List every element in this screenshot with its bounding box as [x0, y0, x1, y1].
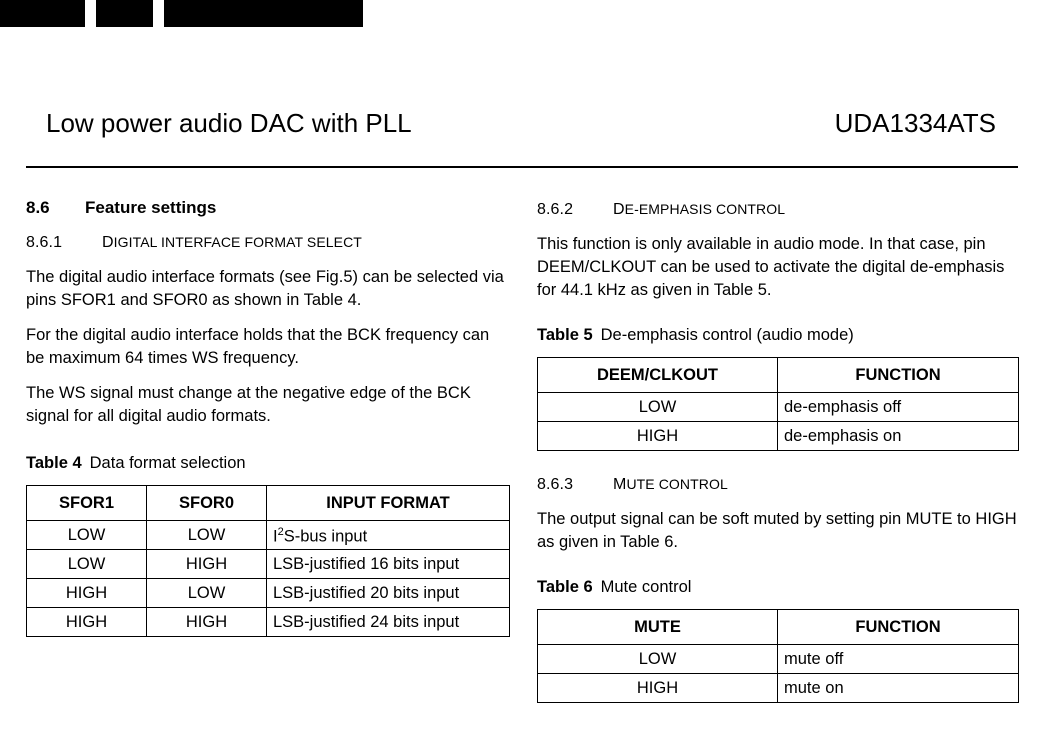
- table-row: [538, 674, 1019, 703]
- paragraph: The output signal can be soft muted by setting pin MUTE to HIGH as given in Table 6.: [537, 510, 1017, 551]
- subsection-heading: [537, 198, 1019, 221]
- column-header: FUNCTION: [778, 358, 1019, 393]
- table-label: Table 5: [537, 326, 593, 344]
- subsection-title-rest: UTE CONTROL: [626, 476, 728, 492]
- table-row: [538, 645, 1019, 674]
- left-column: [26, 196, 510, 637]
- data-format-table: [26, 485, 510, 637]
- subsection-title-initial: M: [613, 476, 627, 493]
- table-cell: LSB-justified 24 bits input: [267, 608, 510, 637]
- format-rest: S-bus input: [283, 527, 368, 546]
- table-cell: [267, 521, 510, 550]
- paragraph: The digital audio interface formats (see Fig.5) can be selected via pins SFOR1 and SFOR0 as shown in Table 4.: [26, 268, 504, 309]
- table-cell: mute on: [778, 674, 1019, 703]
- document-title: Low power audio DAC with PLL: [46, 108, 412, 138]
- table-label: Table 4: [26, 454, 82, 472]
- table-cell: HIGH: [147, 550, 267, 579]
- column-header: INPUT FORMAT: [267, 486, 510, 521]
- table-cell: HIGH: [538, 422, 778, 451]
- table-caption-text: De-emphasis control (audio mode): [600, 326, 854, 344]
- table-cell: LOW: [538, 645, 778, 674]
- column-header: DEEM/CLKOUT: [538, 358, 778, 393]
- section-number: 8.6: [26, 198, 50, 217]
- table-header-row: [538, 610, 1019, 645]
- column-header: SFOR1: [27, 486, 147, 521]
- table-header-row: [27, 486, 510, 521]
- table-cell: mute off: [778, 645, 1019, 674]
- subsection-number: 8.6.3: [537, 476, 574, 493]
- part-number: UDA1334ATS: [834, 108, 996, 138]
- subsection-title-initial: D: [102, 234, 114, 251]
- de-emphasis-table: [537, 357, 1019, 451]
- subsection-heading: [537, 473, 1019, 496]
- table-cell: HIGH: [27, 579, 147, 608]
- table-row: [27, 521, 510, 550]
- column-header: MUTE: [538, 610, 778, 645]
- table-cell: de-emphasis on: [778, 422, 1019, 451]
- table-cell: de-emphasis off: [778, 393, 1019, 422]
- paragraph: This function is only available in audio mode. In that case, pin DEEM/CLKOUT can be used to activate the digital de-emphasis for 44.1 kHz as given in Table 5.: [537, 235, 1005, 299]
- table-row: [27, 608, 510, 637]
- subsection-title-initial: D: [613, 201, 625, 218]
- column-header: FUNCTION: [778, 610, 1019, 645]
- table-cell: LOW: [27, 550, 147, 579]
- subsection-title-rest: E-EMPHASIS CONTROL: [624, 201, 786, 217]
- table-label: Table 6: [537, 578, 593, 596]
- table-row: [538, 422, 1019, 451]
- right-column: [537, 198, 1019, 703]
- table-caption: [537, 576, 1019, 599]
- paragraph: For the digital audio interface holds that the BCK frequency can be maximum 64 times WS frequency.: [26, 326, 490, 367]
- table-cell: LOW: [147, 579, 267, 608]
- table-cell: LSB-justified 16 bits input: [267, 550, 510, 579]
- format-prefix: I: [273, 527, 278, 546]
- table-row: [538, 393, 1019, 422]
- format-superscript: 2: [277, 526, 284, 539]
- header-rule: [26, 166, 1018, 168]
- table-cell: LSB-justified 20 bits input: [267, 579, 510, 608]
- table-caption-text: Mute control: [600, 578, 692, 596]
- table-caption-text: Data format selection: [89, 454, 246, 472]
- table-row: [27, 550, 510, 579]
- mute-control-table: [537, 609, 1019, 703]
- table-cell: LOW: [27, 521, 147, 550]
- section-title: Feature settings: [85, 198, 217, 217]
- table-cell: LOW: [147, 521, 267, 550]
- header-bar-2: [96, 0, 153, 27]
- header-bar-3: [164, 0, 363, 27]
- table-caption: [26, 452, 510, 475]
- subsection-number: 8.6.2: [537, 201, 574, 218]
- table-cell: HIGH: [147, 608, 267, 637]
- subsection-heading: [26, 231, 510, 254]
- subsection-number: 8.6.1: [26, 234, 63, 251]
- paragraph: The WS signal must change at the negative edge of the BCK signal for all digital audio formats.: [26, 384, 471, 425]
- table-cell: LOW: [538, 393, 778, 422]
- subsection-title-rest: IGITAL INTERFACE FORMAT SELECT: [113, 234, 362, 250]
- table-cell: HIGH: [27, 608, 147, 637]
- table-caption: [537, 324, 1019, 347]
- header-bar-1: [0, 0, 85, 27]
- section-heading: [26, 196, 510, 219]
- table-row: [27, 579, 510, 608]
- column-header: SFOR0: [147, 486, 267, 521]
- table-header-row: [538, 358, 1019, 393]
- table-cell: HIGH: [538, 674, 778, 703]
